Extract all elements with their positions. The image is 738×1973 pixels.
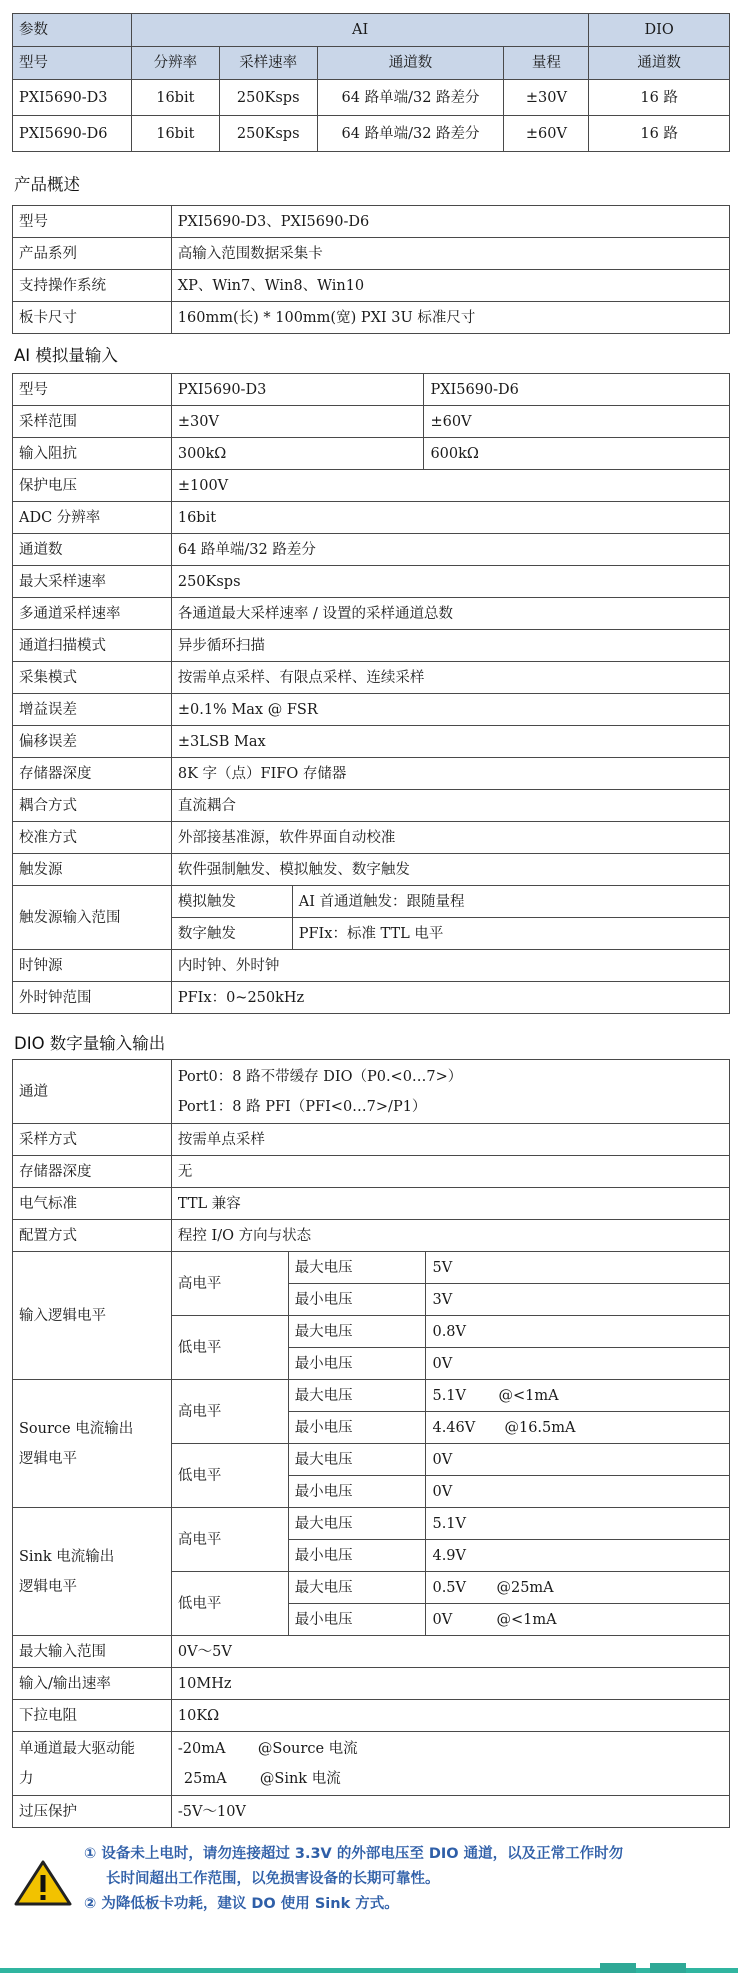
warning-line-1: ① 设备未上电时，请勿连接超过 3.3V 的外部电压至 DIO 通道，以及正常工作时勿	[84, 1846, 624, 1862]
cell-label: 触发源输入范围	[13, 886, 172, 950]
value: 4.46V	[432, 1419, 476, 1436]
table-row	[13, 80, 730, 116]
cell-value	[426, 1380, 730, 1412]
table-row	[13, 758, 730, 790]
cell-label: 输入逻辑电平	[13, 1252, 172, 1380]
table-row	[13, 1220, 730, 1252]
header-sample-rate: 采样速率	[219, 47, 317, 80]
table-row	[13, 694, 730, 726]
cell-label: 校准方式	[13, 822, 172, 854]
overview-title: 产品概述	[14, 175, 80, 194]
cell-value: 250Ksps	[171, 566, 729, 598]
cell-value: 按需单点采样、有限点采样、连续采样	[171, 662, 729, 694]
value: 0V	[432, 1611, 453, 1628]
table-row	[13, 1732, 730, 1796]
cell-value: 64 路单端/32 路差分	[171, 534, 729, 566]
drive-sink	[178, 1764, 723, 1794]
cell-label: 电气标准	[13, 1188, 172, 1220]
cell-param: 最小电压	[288, 1476, 426, 1508]
header-resolution: 分辨率	[131, 47, 219, 80]
cell-value: 600kΩ	[424, 438, 730, 470]
condition: @Source 电流	[257, 1740, 358, 1757]
cell-value: 高输入范围数据采集卡	[171, 238, 729, 270]
sink-label-line2: 逻辑电平	[19, 1578, 77, 1595]
cell-value: PFIx：标准 TTL 电平	[292, 918, 729, 950]
table-row	[13, 1060, 730, 1124]
cell-value: 4.9V	[426, 1540, 730, 1572]
cell-value: ±60V	[424, 406, 730, 438]
table-row	[13, 1156, 730, 1188]
cell-sub-label: 高电平	[171, 1508, 288, 1572]
cell-label: 保护电压	[13, 470, 172, 502]
condition: @25mA	[496, 1579, 554, 1596]
cell-value	[171, 1732, 729, 1796]
cell: 250Ksps	[219, 80, 317, 116]
cell-value: PFIx：0~250kHz	[171, 982, 729, 1014]
cell: 64 路单端/32 路差分	[317, 116, 504, 152]
cell-value: AI 首通道触发：跟随量程	[292, 886, 729, 918]
value: -20mA	[177, 1740, 226, 1757]
cell-param: 最小电压	[288, 1604, 426, 1636]
cell-label: 型号	[13, 374, 172, 406]
table-row	[13, 206, 730, 238]
table-row	[13, 566, 730, 598]
cell-sub-label: 模拟触发	[171, 886, 292, 918]
table-row	[13, 470, 730, 502]
header-param: 参数	[13, 14, 132, 47]
table-row	[13, 630, 730, 662]
cell-param: 最大电压	[288, 1316, 426, 1348]
header-channels: 通道数	[317, 47, 504, 80]
cell-value: 0V	[426, 1444, 730, 1476]
cell-label: ADC 分辨率	[13, 502, 172, 534]
table-row	[13, 1796, 730, 1828]
table-row	[13, 270, 730, 302]
cell-label: 增益误差	[13, 694, 172, 726]
table-row	[13, 726, 730, 758]
cell-value: 软件强制触发、模拟触发、数字触发	[171, 854, 729, 886]
table-row	[13, 502, 730, 534]
table-row	[13, 1636, 730, 1668]
table-row	[13, 406, 730, 438]
cell-value	[171, 1060, 729, 1124]
value: 5.1V	[432, 1387, 466, 1404]
cell: 64 路单端/32 路差分	[317, 80, 504, 116]
condition: @16.5mA	[504, 1419, 576, 1436]
dio-section-title: DIO 数字量输入输出	[14, 1034, 166, 1053]
cell-sub-label: 低电平	[171, 1572, 288, 1636]
cell-sub-label: 低电平	[171, 1444, 288, 1508]
table-row	[13, 950, 730, 982]
cell-label: 产品系列	[13, 238, 172, 270]
cell-value: ±0.1% Max @ FSR	[171, 694, 729, 726]
table-row	[13, 302, 730, 334]
table-row	[13, 534, 730, 566]
table-row	[13, 982, 730, 1014]
cell-label: 输入/输出速率	[13, 1668, 172, 1700]
cell-label: 型号	[13, 206, 172, 238]
condition: @Sink 电流	[259, 1770, 341, 1787]
cell-label: 偏移误差	[13, 726, 172, 758]
cell-sub-label: 低电平	[171, 1316, 288, 1380]
cell-value: 0.8V	[426, 1316, 730, 1348]
cell-label: 耦合方式	[13, 790, 172, 822]
cell-param: 最小电压	[288, 1284, 426, 1316]
table-row	[13, 1380, 730, 1412]
channel-port1: Port1：8 路 PFI（PFI<0…7>/P1）	[177, 1098, 427, 1115]
table-row	[13, 116, 730, 152]
cell-value: 5V	[426, 1252, 730, 1284]
cell: PXI5690-D3	[13, 80, 132, 116]
sink-label-line1: Sink 电流输出	[19, 1548, 115, 1565]
cell-value: -5V～10V	[171, 1796, 729, 1828]
cell-label: 存储器深度	[13, 758, 172, 790]
condition: @<1mA	[496, 1611, 557, 1628]
cell-label	[13, 1380, 172, 1508]
cell-label: 采集模式	[13, 662, 172, 694]
cell-value: 0V	[426, 1348, 730, 1380]
warning-line-2: 长时间超出工作范围，以免损害设备的长期可靠性。	[106, 1871, 440, 1887]
table-row	[13, 662, 730, 694]
table-row	[13, 854, 730, 886]
cell-value: 0V～5V	[171, 1636, 729, 1668]
cell-value: ±100V	[171, 470, 729, 502]
cell: 250Ksps	[219, 116, 317, 152]
cell-label: 通道数	[13, 534, 172, 566]
cell-value: ±30V	[171, 406, 424, 438]
cell-value: PXI5690-D3	[171, 374, 424, 406]
cell-value	[426, 1604, 730, 1636]
cell-label: 存储器深度	[13, 1156, 172, 1188]
cell-label: 多通道采样速率	[13, 598, 172, 630]
cell-value: 按需单点采样	[171, 1124, 729, 1156]
table-row	[13, 598, 730, 630]
cell-value: 程控 I/O 方向与状态	[171, 1220, 729, 1252]
source-label-line1: Source 电流输出	[19, 1420, 134, 1437]
cell-value: 外部接基准源，软件界面自动校准	[171, 822, 729, 854]
cell-label: 板卡尺寸	[13, 302, 172, 334]
value: 0.5V	[432, 1579, 466, 1596]
condition: @<1mA	[498, 1387, 559, 1404]
table-row	[13, 238, 730, 270]
table-row	[13, 1124, 730, 1156]
cell-param: 最大电压	[288, 1380, 426, 1412]
cell-value	[426, 1412, 730, 1444]
cell-value: 10MHz	[171, 1668, 729, 1700]
cell-label	[13, 1732, 172, 1796]
cell: 16bit	[131, 80, 219, 116]
cell-value: 16bit	[171, 502, 729, 534]
table-row	[13, 822, 730, 854]
cell-value: 直流耦合	[171, 790, 729, 822]
cell-label: 外时钟范围	[13, 982, 172, 1014]
value: 25mA	[183, 1770, 227, 1787]
cell-label: 最大输入范围	[13, 1636, 172, 1668]
cell-label: 采样方式	[13, 1124, 172, 1156]
cell: PXI5690-D6	[13, 116, 132, 152]
table-row	[13, 1188, 730, 1220]
header-dio-channels: 通道数	[589, 47, 730, 80]
cell-label: 支持操作系统	[13, 270, 172, 302]
cell-value: 10KΩ	[171, 1700, 729, 1732]
drive-label-line1: 单通道最大驱动能	[19, 1740, 135, 1757]
cell-value: PXI5690-D6	[424, 374, 730, 406]
dio-table	[12, 1059, 730, 1828]
header-dio: DIO	[589, 14, 730, 47]
ai-table	[12, 373, 730, 1014]
table-row	[13, 438, 730, 470]
cell: 16bit	[131, 116, 219, 152]
cell-value: 各通道最大采样速率 / 设置的采样通道总数	[171, 598, 729, 630]
cell-value: XP、Win7、Win8、Win10	[171, 270, 729, 302]
warning-line-3: ② 为降低板卡功耗，建议 DO 使用 Sink 方式。	[84, 1896, 399, 1912]
ai-section-title: AI 模拟量输入	[14, 346, 118, 365]
warning-notice	[14, 1842, 730, 1912]
cell-label: 通道扫描模式	[13, 630, 172, 662]
cell-value: 异步循环扫描	[171, 630, 729, 662]
cell-value: PXI5690-D3、PXI5690-D6	[171, 206, 729, 238]
table-row	[13, 1252, 730, 1284]
header-model: 型号	[13, 47, 132, 80]
cell: 16 路	[589, 116, 730, 152]
cell-label: 采样范围	[13, 406, 172, 438]
cell-label: 配置方式	[13, 1220, 172, 1252]
footer-bar	[0, 1963, 738, 1973]
cell-label: 通道	[13, 1060, 172, 1124]
warning-icon	[14, 1860, 72, 1906]
cell-value: 0V	[426, 1476, 730, 1508]
cell-param: 最小电压	[288, 1540, 426, 1572]
cell-param: 最大电压	[288, 1252, 426, 1284]
cell: ±60V	[504, 116, 589, 152]
cell: 16 路	[589, 80, 730, 116]
source-label-line2: 逻辑电平	[19, 1450, 77, 1467]
cell-param: 最大电压	[288, 1444, 426, 1476]
cell-value: 5.1V	[426, 1508, 730, 1540]
table-row	[13, 790, 730, 822]
drive-source	[178, 1734, 723, 1764]
cell-label: 时钟源	[13, 950, 172, 982]
cell-sub-label: 数字触发	[171, 918, 292, 950]
table-row	[13, 1700, 730, 1732]
cell-label: 触发源	[13, 854, 172, 886]
cell-value: 8K 字（点）FIFO 存储器	[171, 758, 729, 790]
warning-text	[84, 1842, 724, 1917]
cell-value: 3V	[426, 1284, 730, 1316]
cell-label: 过压保护	[13, 1796, 172, 1828]
cell-param: 最大电压	[288, 1572, 426, 1604]
table-row	[13, 886, 730, 918]
overview-table	[12, 205, 730, 334]
cell-label	[13, 1508, 172, 1636]
table-row	[13, 1668, 730, 1700]
cell-label: 输入阻抗	[13, 438, 172, 470]
drive-label-line2: 力	[19, 1770, 34, 1787]
table-row	[13, 1508, 730, 1540]
cell-value	[426, 1572, 730, 1604]
cell-value: 内时钟、外时钟	[171, 950, 729, 982]
cell-value: 160mm(长) * 100mm(宽) PXI 3U 标准尺寸	[171, 302, 729, 334]
cell-label: 下拉电阻	[13, 1700, 172, 1732]
cell-param: 最小电压	[288, 1412, 426, 1444]
summary-table	[12, 13, 730, 152]
cell-sub-label: 高电平	[171, 1252, 288, 1316]
header-ai: AI	[131, 14, 588, 47]
cell-param: 最大电压	[288, 1508, 426, 1540]
cell-param: 最小电压	[288, 1348, 426, 1380]
cell-value: 300kΩ	[171, 438, 424, 470]
channel-port0: Port0：8 路不带缓存 DIO（P0.<0…7>）	[177, 1068, 463, 1085]
table-row	[13, 374, 730, 406]
cell-label: 最大采样速率	[13, 566, 172, 598]
cell-value: TTL 兼容	[171, 1188, 729, 1220]
header-range: 量程	[504, 47, 589, 80]
cell-sub-label: 高电平	[171, 1380, 288, 1444]
cell: ±30V	[504, 80, 589, 116]
cell-value: 无	[171, 1156, 729, 1188]
cell-value: ±3LSB Max	[171, 726, 729, 758]
